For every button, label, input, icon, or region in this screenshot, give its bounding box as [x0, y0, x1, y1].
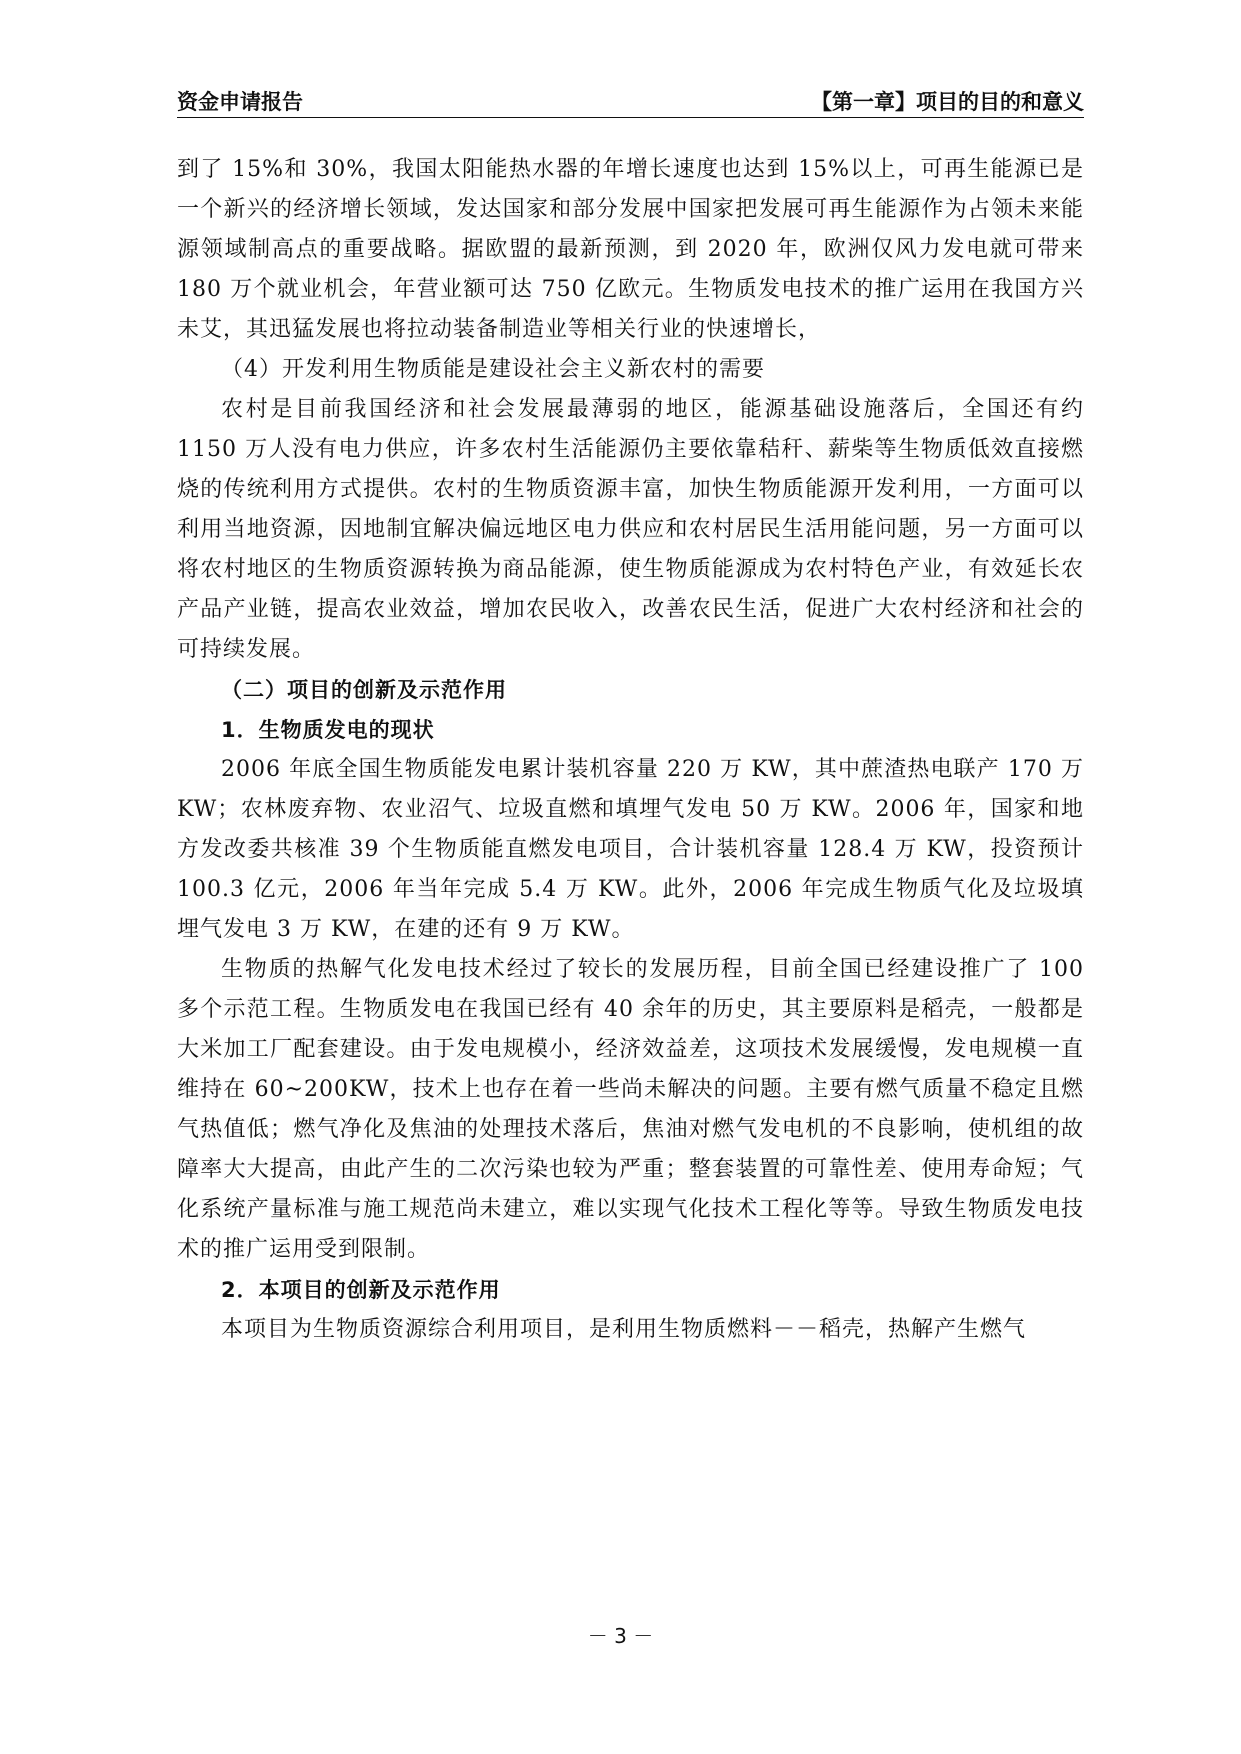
paragraph-project-intro: 本项目为生物质资源综合利用项目，是利用生物质燃料－－稻壳，热解产生燃气	[221, 1317, 1027, 1342]
paragraph-rural-energy: 农村是目前我国经济和社会发展最薄弱的地区，能源基础设施落后，全国还有约 1150 万人没有电力供应，许多农村生活能源仍主要依靠秸秆、薪柴等生物质低效直接燃烧的传统利用方式提供。农村的生物质资源丰富，加快生物质能源开发利用，一方面可以利用当地资源，因地制宜解决偏远地区电力供应和农村居民生活用能问题，另一方面可以将农村地区的生物质资源转换为商品能源，使生物质能源成为农村特色产业，有效延长农产品产业链，提高农业效益，增加农民收入，改善农民生活，促进广大农村经济和社会的可持续发展。	[177, 397, 1084, 662]
subsection-heading-status: 1．生物质发电的现状	[221, 718, 435, 742]
page-number: － 3 －	[587, 1624, 654, 1648]
paragraph-gasification-history: 生物质的热解气化发电技术经过了较长的发展历程，目前全国已经建设推广了 100 多个示范工程。生物质发电在我国已经有 40 余年的历史，其主要原料是稻壳，一般都是大米加工厂配套建设。由于发电规模小，经济效益差，这项技术发展缓慢，发电规模一直维持在 60~200KW，技术上也存在着一些尚未解决的问题。主要有燃气质量不稳定且燃气热值低；燃气净化及焦油的处理技术落后，焦油对燃气发电机的不良影响，使机组的故障率大大提高，由此产生的二次污染也较为严重；整套装置的可靠性差、使用寿命短；气化系统产量标准与施工规范尚未建立，难以实现气化技术工程化等等。导致生物质发电技术的推广运用受到限制。	[177, 957, 1084, 1262]
subsection-heading-project-innovation: 2．本项目的创新及示范作用	[221, 1278, 501, 1302]
page-header	[177, 86, 1084, 116]
header-chapter-title: 【第一章】项目的目的和意义	[811, 90, 1084, 114]
page-body	[177, 150, 1084, 1350]
paragraph-continued: 到了 15%和 30%，我国太阳能热水器的年增长速度也达到 15%以上，可再生能源已是一个新兴的经济增长领域，发达国家和部分发展中国家把发展可再生能源作为占领未来能源领域制高点的重要战略。据欧盟的最新预测，到 2020 年，欧洲仅风力发电就可带来 180 万个就业机会，年营业额可达 750 亿欧元。生物质发电技术的推广运用在我国方兴未艾，其迅猛发展也将拉动装备制造业等相关行业的快速增长，	[177, 157, 1084, 342]
header-doc-title: 资金申请报告	[177, 90, 303, 114]
subsection-heading-4: （4）开发利用生物质能是建设社会主义新农村的需要	[221, 357, 765, 382]
header-divider	[177, 117, 1084, 118]
section-heading-innovation: （二）项目的创新及示范作用	[221, 678, 507, 702]
paragraph-capacity-stats: 2006 年底全国生物质能发电累计装机容量 220 万 KW，其中蔗渣热电联产 170 万 KW；农林废弃物、农业沼气、垃圾直燃和填埋气发电 50 万 KW。2006 年，国家和地方发改委共核准 39 个生物质能直燃发电项目，合计装机容量 128.4 万 KW，投资预计 100.3 亿元，2006 年当年完成 5.4 万 KW。此外，2006 年完成生物质气化及垃圾填埋气发电 3 万 KW，在建的还有 9 万 KW。	[177, 757, 1084, 942]
